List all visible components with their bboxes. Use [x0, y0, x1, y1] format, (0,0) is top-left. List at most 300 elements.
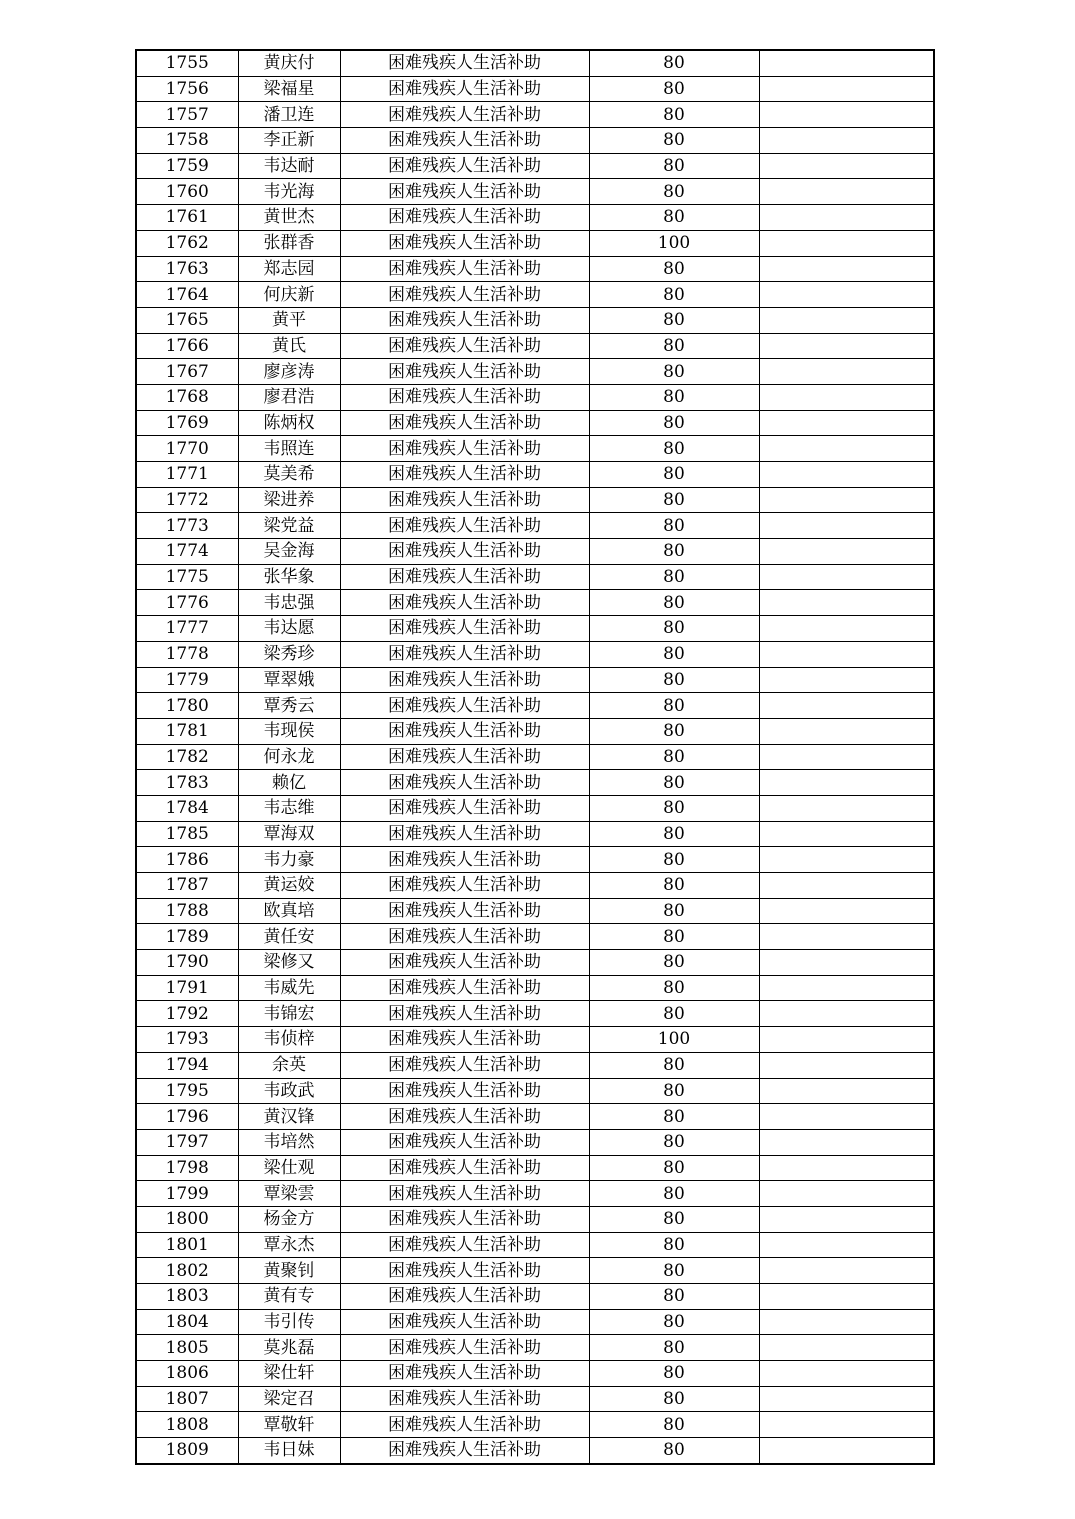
- cell-name: 李正新: [238, 128, 340, 154]
- cell-serial-number: 1776: [136, 590, 238, 616]
- cell-serial-number: 1800: [136, 1206, 238, 1232]
- table-row: [136, 1129, 934, 1155]
- cell-subsidy-item: 困难残疾人生活补助: [340, 590, 589, 616]
- cell-amount: 80: [589, 1386, 759, 1412]
- cell-name: 韦光海: [238, 179, 340, 205]
- cell-subsidy-item: 困难残疾人生活补助: [340, 950, 589, 976]
- cell-subsidy-item: 困难残疾人生活补助: [340, 410, 589, 436]
- cell-name: 韦现侯: [238, 718, 340, 744]
- cell-subsidy-item: 困难残疾人生活补助: [340, 1284, 589, 1310]
- table-row: [136, 128, 934, 154]
- cell-amount: 80: [589, 950, 759, 976]
- cell-serial-number: 1771: [136, 462, 238, 488]
- table-row: [136, 1027, 934, 1053]
- cell-subsidy-item: 困难残疾人生活补助: [340, 1001, 589, 1027]
- cell-note: [759, 1361, 934, 1387]
- cell-name: 韦照连: [238, 436, 340, 462]
- cell-serial-number: 1778: [136, 641, 238, 667]
- cell-note: [759, 50, 934, 76]
- cell-subsidy-item: 困难残疾人生活补助: [340, 179, 589, 205]
- cell-serial-number: 1773: [136, 513, 238, 539]
- table-row: [136, 76, 934, 102]
- cell-note: [759, 1232, 934, 1258]
- cell-subsidy-item: 困难残疾人生活补助: [340, 873, 589, 899]
- cell-subsidy-item: 困难残疾人生活补助: [340, 1232, 589, 1258]
- cell-serial-number: 1805: [136, 1335, 238, 1361]
- cell-name: 黄汉锋: [238, 1104, 340, 1130]
- table-row: [136, 359, 934, 385]
- cell-amount: 80: [589, 1284, 759, 1310]
- cell-name: 梁定召: [238, 1386, 340, 1412]
- cell-note: [759, 1001, 934, 1027]
- cell-name: 梁党益: [238, 513, 340, 539]
- cell-amount: 80: [589, 1438, 759, 1464]
- cell-amount: 80: [589, 384, 759, 410]
- cell-name: 黄氏: [238, 333, 340, 359]
- table-row: [136, 307, 934, 333]
- cell-name: 覃秀云: [238, 693, 340, 719]
- cell-serial-number: 1770: [136, 436, 238, 462]
- cell-amount: 80: [589, 1104, 759, 1130]
- cell-serial-number: 1779: [136, 667, 238, 693]
- cell-name: 潘卫连: [238, 102, 340, 128]
- cell-serial-number: 1801: [136, 1232, 238, 1258]
- cell-subsidy-item: 困难残疾人生活补助: [340, 1206, 589, 1232]
- table-row: [136, 847, 934, 873]
- cell-amount: 80: [589, 513, 759, 539]
- cell-note: [759, 1206, 934, 1232]
- cell-note: [759, 1284, 934, 1310]
- table-row: [136, 410, 934, 436]
- cell-amount: 80: [589, 462, 759, 488]
- cell-serial-number: 1784: [136, 795, 238, 821]
- cell-serial-number: 1786: [136, 847, 238, 873]
- cell-serial-number: 1774: [136, 539, 238, 565]
- table-row: [136, 1104, 934, 1130]
- cell-note: [759, 1052, 934, 1078]
- cell-amount: 80: [589, 1129, 759, 1155]
- cell-amount: 80: [589, 487, 759, 513]
- cell-note: [759, 179, 934, 205]
- cell-serial-number: 1780: [136, 693, 238, 719]
- cell-name: 梁仕观: [238, 1155, 340, 1181]
- cell-amount: 80: [589, 1001, 759, 1027]
- cell-subsidy-item: 困难残疾人生活补助: [340, 616, 589, 642]
- cell-amount: 80: [589, 616, 759, 642]
- cell-name: 黄运姣: [238, 873, 340, 899]
- cell-note: [759, 1078, 934, 1104]
- cell-subsidy-item: 困难残疾人生活补助: [340, 205, 589, 231]
- cell-note: [759, 616, 934, 642]
- cell-subsidy-item: 困难残疾人生活补助: [340, 539, 589, 565]
- cell-name: 韦侦梓: [238, 1027, 340, 1053]
- table-row: [136, 718, 934, 744]
- cell-note: [759, 1155, 934, 1181]
- cell-note: [759, 1258, 934, 1284]
- table-row: [136, 667, 934, 693]
- cell-amount: 80: [589, 693, 759, 719]
- table-row: [136, 102, 934, 128]
- cell-serial-number: 1758: [136, 128, 238, 154]
- cell-amount: 80: [589, 128, 759, 154]
- cell-subsidy-item: 困难残疾人生活补助: [340, 975, 589, 1001]
- cell-name: 莫兆磊: [238, 1335, 340, 1361]
- table-row: [136, 1001, 934, 1027]
- table-row: [136, 282, 934, 308]
- cell-subsidy-item: 困难残疾人生活补助: [340, 795, 589, 821]
- cell-serial-number: 1781: [136, 718, 238, 744]
- table-row: [136, 436, 934, 462]
- cell-serial-number: 1763: [136, 256, 238, 282]
- cell-serial-number: 1794: [136, 1052, 238, 1078]
- cell-amount: 100: [589, 1027, 759, 1053]
- cell-note: [759, 1129, 934, 1155]
- cell-note: [759, 487, 934, 513]
- cell-note: [759, 1438, 934, 1464]
- cell-subsidy-item: 困难残疾人生活补助: [340, 76, 589, 102]
- cell-amount: 80: [589, 1335, 759, 1361]
- cell-subsidy-item: 困难残疾人生活补助: [340, 1386, 589, 1412]
- cell-amount: 80: [589, 410, 759, 436]
- cell-name: 梁进养: [238, 487, 340, 513]
- table-row: [136, 1412, 934, 1438]
- cell-name: 覃梁雲: [238, 1181, 340, 1207]
- cell-amount: 80: [589, 307, 759, 333]
- table-row: [136, 770, 934, 796]
- table-row: [136, 616, 934, 642]
- cell-subsidy-item: 困难残疾人生活补助: [340, 821, 589, 847]
- table-row: [136, 898, 934, 924]
- cell-name: 韦日妹: [238, 1438, 340, 1464]
- table-row: [136, 153, 934, 179]
- cell-name: 吴金海: [238, 539, 340, 565]
- cell-amount: 80: [589, 179, 759, 205]
- cell-note: [759, 359, 934, 385]
- cell-subsidy-item: 困难残疾人生活补助: [340, 924, 589, 950]
- cell-note: [759, 847, 934, 873]
- cell-name: 黄聚钊: [238, 1258, 340, 1284]
- table-row: [136, 1052, 934, 1078]
- cell-serial-number: 1793: [136, 1027, 238, 1053]
- cell-subsidy-item: 困难残疾人生活补助: [340, 1155, 589, 1181]
- cell-serial-number: 1787: [136, 873, 238, 899]
- cell-serial-number: 1761: [136, 205, 238, 231]
- cell-note: [759, 1335, 934, 1361]
- cell-note: [759, 1104, 934, 1130]
- cell-amount: 80: [589, 256, 759, 282]
- cell-subsidy-item: 困难残疾人生活补助: [340, 1258, 589, 1284]
- cell-amount: 80: [589, 1412, 759, 1438]
- cell-name: 何庆新: [238, 282, 340, 308]
- cell-note: [759, 539, 934, 565]
- cell-amount: 80: [589, 770, 759, 796]
- cell-amount: 80: [589, 333, 759, 359]
- cell-amount: 80: [589, 744, 759, 770]
- cell-note: [759, 76, 934, 102]
- cell-subsidy-item: 困难残疾人生活补助: [340, 847, 589, 873]
- cell-note: [759, 667, 934, 693]
- cell-serial-number: 1803: [136, 1284, 238, 1310]
- cell-name: 梁仕轩: [238, 1361, 340, 1387]
- subsidy-table-body: [136, 50, 934, 1464]
- cell-subsidy-item: 困难残疾人生活补助: [340, 462, 589, 488]
- cell-serial-number: 1791: [136, 975, 238, 1001]
- cell-note: [759, 564, 934, 590]
- cell-serial-number: 1766: [136, 333, 238, 359]
- cell-serial-number: 1790: [136, 950, 238, 976]
- table-row: [136, 513, 934, 539]
- table-row: [136, 821, 934, 847]
- cell-amount: 80: [589, 76, 759, 102]
- cell-name: 廖君浩: [238, 384, 340, 410]
- cell-amount: 80: [589, 153, 759, 179]
- table-row: [136, 384, 934, 410]
- cell-subsidy-item: 困难残疾人生活补助: [340, 1412, 589, 1438]
- cell-subsidy-item: 困难残疾人生活补助: [340, 1027, 589, 1053]
- cell-amount: 80: [589, 1155, 759, 1181]
- cell-amount: 80: [589, 205, 759, 231]
- table-row: [136, 950, 934, 976]
- cell-name: 韦锦宏: [238, 1001, 340, 1027]
- cell-name: 廖彦涛: [238, 359, 340, 385]
- cell-subsidy-item: 困难残疾人生活补助: [340, 256, 589, 282]
- cell-subsidy-item: 困难残疾人生活补助: [340, 641, 589, 667]
- cell-serial-number: 1783: [136, 770, 238, 796]
- cell-subsidy-item: 困难残疾人生活补助: [340, 718, 589, 744]
- cell-note: [759, 1386, 934, 1412]
- cell-amount: 80: [589, 539, 759, 565]
- cell-note: [759, 282, 934, 308]
- cell-subsidy-item: 困难残疾人生活补助: [340, 128, 589, 154]
- cell-serial-number: 1795: [136, 1078, 238, 1104]
- cell-amount: 80: [589, 975, 759, 1001]
- cell-note: [759, 333, 934, 359]
- table-row: [136, 205, 934, 231]
- table-row: [136, 256, 934, 282]
- cell-note: [759, 718, 934, 744]
- cell-note: [759, 924, 934, 950]
- cell-subsidy-item: 困难残疾人生活补助: [340, 384, 589, 410]
- cell-note: [759, 1412, 934, 1438]
- cell-amount: 80: [589, 1206, 759, 1232]
- cell-subsidy-item: 困难残疾人生活补助: [340, 153, 589, 179]
- cell-amount: 80: [589, 1309, 759, 1335]
- cell-amount: 80: [589, 282, 759, 308]
- cell-amount: 80: [589, 564, 759, 590]
- cell-serial-number: 1760: [136, 179, 238, 205]
- cell-note: [759, 205, 934, 231]
- cell-name: 莫美希: [238, 462, 340, 488]
- cell-serial-number: 1796: [136, 1104, 238, 1130]
- table-row: [136, 333, 934, 359]
- cell-subsidy-item: 困难残疾人生活补助: [340, 282, 589, 308]
- cell-subsidy-item: 困难残疾人生活补助: [340, 1438, 589, 1464]
- cell-subsidy-item: 困难残疾人生活补助: [340, 487, 589, 513]
- cell-serial-number: 1757: [136, 102, 238, 128]
- cell-serial-number: 1785: [136, 821, 238, 847]
- cell-serial-number: 1755: [136, 50, 238, 76]
- cell-note: [759, 770, 934, 796]
- subsidy-table: [135, 49, 935, 1465]
- cell-serial-number: 1765: [136, 307, 238, 333]
- cell-note: [759, 950, 934, 976]
- cell-serial-number: 1799: [136, 1181, 238, 1207]
- cell-serial-number: 1777: [136, 616, 238, 642]
- cell-name: 梁秀珍: [238, 641, 340, 667]
- cell-subsidy-item: 困难残疾人生活补助: [340, 307, 589, 333]
- cell-subsidy-item: 困难残疾人生活补助: [340, 693, 589, 719]
- table-row: [136, 590, 934, 616]
- cell-amount: 80: [589, 641, 759, 667]
- cell-amount: 80: [589, 1052, 759, 1078]
- table-row: [136, 1361, 934, 1387]
- table-row: [136, 230, 934, 256]
- cell-serial-number: 1775: [136, 564, 238, 590]
- cell-name: 梁修又: [238, 950, 340, 976]
- cell-serial-number: 1759: [136, 153, 238, 179]
- table-row: [136, 179, 934, 205]
- table-row: [136, 924, 934, 950]
- table-row: [136, 693, 934, 719]
- cell-subsidy-item: 困难残疾人生活补助: [340, 1335, 589, 1361]
- cell-name: 杨金方: [238, 1206, 340, 1232]
- cell-amount: 80: [589, 436, 759, 462]
- cell-serial-number: 1802: [136, 1258, 238, 1284]
- cell-subsidy-item: 困难残疾人生活补助: [340, 230, 589, 256]
- cell-name: 欧真培: [238, 898, 340, 924]
- cell-subsidy-item: 困难残疾人生活补助: [340, 744, 589, 770]
- cell-serial-number: 1782: [136, 744, 238, 770]
- cell-name: 韦引传: [238, 1309, 340, 1335]
- cell-note: [759, 230, 934, 256]
- table-row: [136, 1309, 934, 1335]
- cell-amount: 80: [589, 1078, 759, 1104]
- cell-subsidy-item: 困难残疾人生活补助: [340, 1129, 589, 1155]
- cell-amount: 80: [589, 359, 759, 385]
- cell-name: 黄任安: [238, 924, 340, 950]
- cell-name: 黄有专: [238, 1284, 340, 1310]
- cell-subsidy-item: 困难残疾人生活补助: [340, 1078, 589, 1104]
- cell-name: 覃海双: [238, 821, 340, 847]
- cell-amount: 80: [589, 1258, 759, 1284]
- cell-serial-number: 1767: [136, 359, 238, 385]
- cell-name: 韦威先: [238, 975, 340, 1001]
- cell-note: [759, 410, 934, 436]
- table-row: [136, 641, 934, 667]
- table-row: [136, 873, 934, 899]
- table-row: [136, 795, 934, 821]
- cell-serial-number: 1807: [136, 1386, 238, 1412]
- cell-name: 赖亿: [238, 770, 340, 796]
- cell-name: 覃敬轩: [238, 1412, 340, 1438]
- cell-serial-number: 1792: [136, 1001, 238, 1027]
- cell-amount: 80: [589, 795, 759, 821]
- table-row: [136, 539, 934, 565]
- table-row: [136, 1258, 934, 1284]
- cell-serial-number: 1756: [136, 76, 238, 102]
- cell-amount: 80: [589, 1361, 759, 1387]
- cell-note: [759, 795, 934, 821]
- table-row: [136, 1078, 934, 1104]
- table-row: [136, 1181, 934, 1207]
- cell-amount: 80: [589, 1232, 759, 1258]
- cell-note: [759, 436, 934, 462]
- cell-subsidy-item: 困难残疾人生活补助: [340, 436, 589, 462]
- cell-amount: 80: [589, 718, 759, 744]
- cell-amount: 80: [589, 924, 759, 950]
- cell-serial-number: 1789: [136, 924, 238, 950]
- cell-name: 韦达耐: [238, 153, 340, 179]
- cell-name: 张华象: [238, 564, 340, 590]
- cell-note: [759, 384, 934, 410]
- cell-serial-number: 1804: [136, 1309, 238, 1335]
- cell-name: 陈炳权: [238, 410, 340, 436]
- cell-note: [759, 1309, 934, 1335]
- cell-subsidy-item: 困难残疾人生活补助: [340, 1104, 589, 1130]
- cell-serial-number: 1768: [136, 384, 238, 410]
- cell-serial-number: 1788: [136, 898, 238, 924]
- cell-serial-number: 1806: [136, 1361, 238, 1387]
- cell-note: [759, 462, 934, 488]
- cell-amount: 80: [589, 50, 759, 76]
- cell-serial-number: 1797: [136, 1129, 238, 1155]
- cell-name: 黄世杰: [238, 205, 340, 231]
- cell-amount: 100: [589, 230, 759, 256]
- cell-name: 覃翠娥: [238, 667, 340, 693]
- cell-name: 韦政武: [238, 1078, 340, 1104]
- cell-name: 韦达愿: [238, 616, 340, 642]
- cell-name: 郑志园: [238, 256, 340, 282]
- cell-name: 覃永杰: [238, 1232, 340, 1258]
- cell-name: 韦培然: [238, 1129, 340, 1155]
- cell-name: 何永龙: [238, 744, 340, 770]
- table-row: [136, 1284, 934, 1310]
- cell-note: [759, 975, 934, 1001]
- cell-note: [759, 590, 934, 616]
- cell-name: 黄庆付: [238, 50, 340, 76]
- table-row: [136, 744, 934, 770]
- table-row: [136, 1386, 934, 1412]
- cell-serial-number: 1769: [136, 410, 238, 436]
- cell-subsidy-item: 困难残疾人生活补助: [340, 1181, 589, 1207]
- cell-subsidy-item: 困难残疾人生活补助: [340, 513, 589, 539]
- cell-note: [759, 641, 934, 667]
- table-row: [136, 1206, 934, 1232]
- table-row: [136, 1232, 934, 1258]
- cell-serial-number: 1772: [136, 487, 238, 513]
- table-row: [136, 487, 934, 513]
- cell-note: [759, 873, 934, 899]
- cell-note: [759, 513, 934, 539]
- table-row: [136, 1155, 934, 1181]
- cell-serial-number: 1764: [136, 282, 238, 308]
- cell-subsidy-item: 困难残疾人生活补助: [340, 50, 589, 76]
- cell-note: [759, 744, 934, 770]
- table-row: [136, 975, 934, 1001]
- cell-subsidy-item: 困难残疾人生活补助: [340, 102, 589, 128]
- cell-serial-number: 1762: [136, 230, 238, 256]
- cell-name: 韦力豪: [238, 847, 340, 873]
- table-row: [136, 564, 934, 590]
- cell-serial-number: 1809: [136, 1438, 238, 1464]
- cell-amount: 80: [589, 667, 759, 693]
- cell-note: [759, 307, 934, 333]
- table-row: [136, 1335, 934, 1361]
- cell-amount: 80: [589, 821, 759, 847]
- cell-note: [759, 102, 934, 128]
- cell-subsidy-item: 困难残疾人生活补助: [340, 359, 589, 385]
- cell-subsidy-item: 困难残疾人生活补助: [340, 564, 589, 590]
